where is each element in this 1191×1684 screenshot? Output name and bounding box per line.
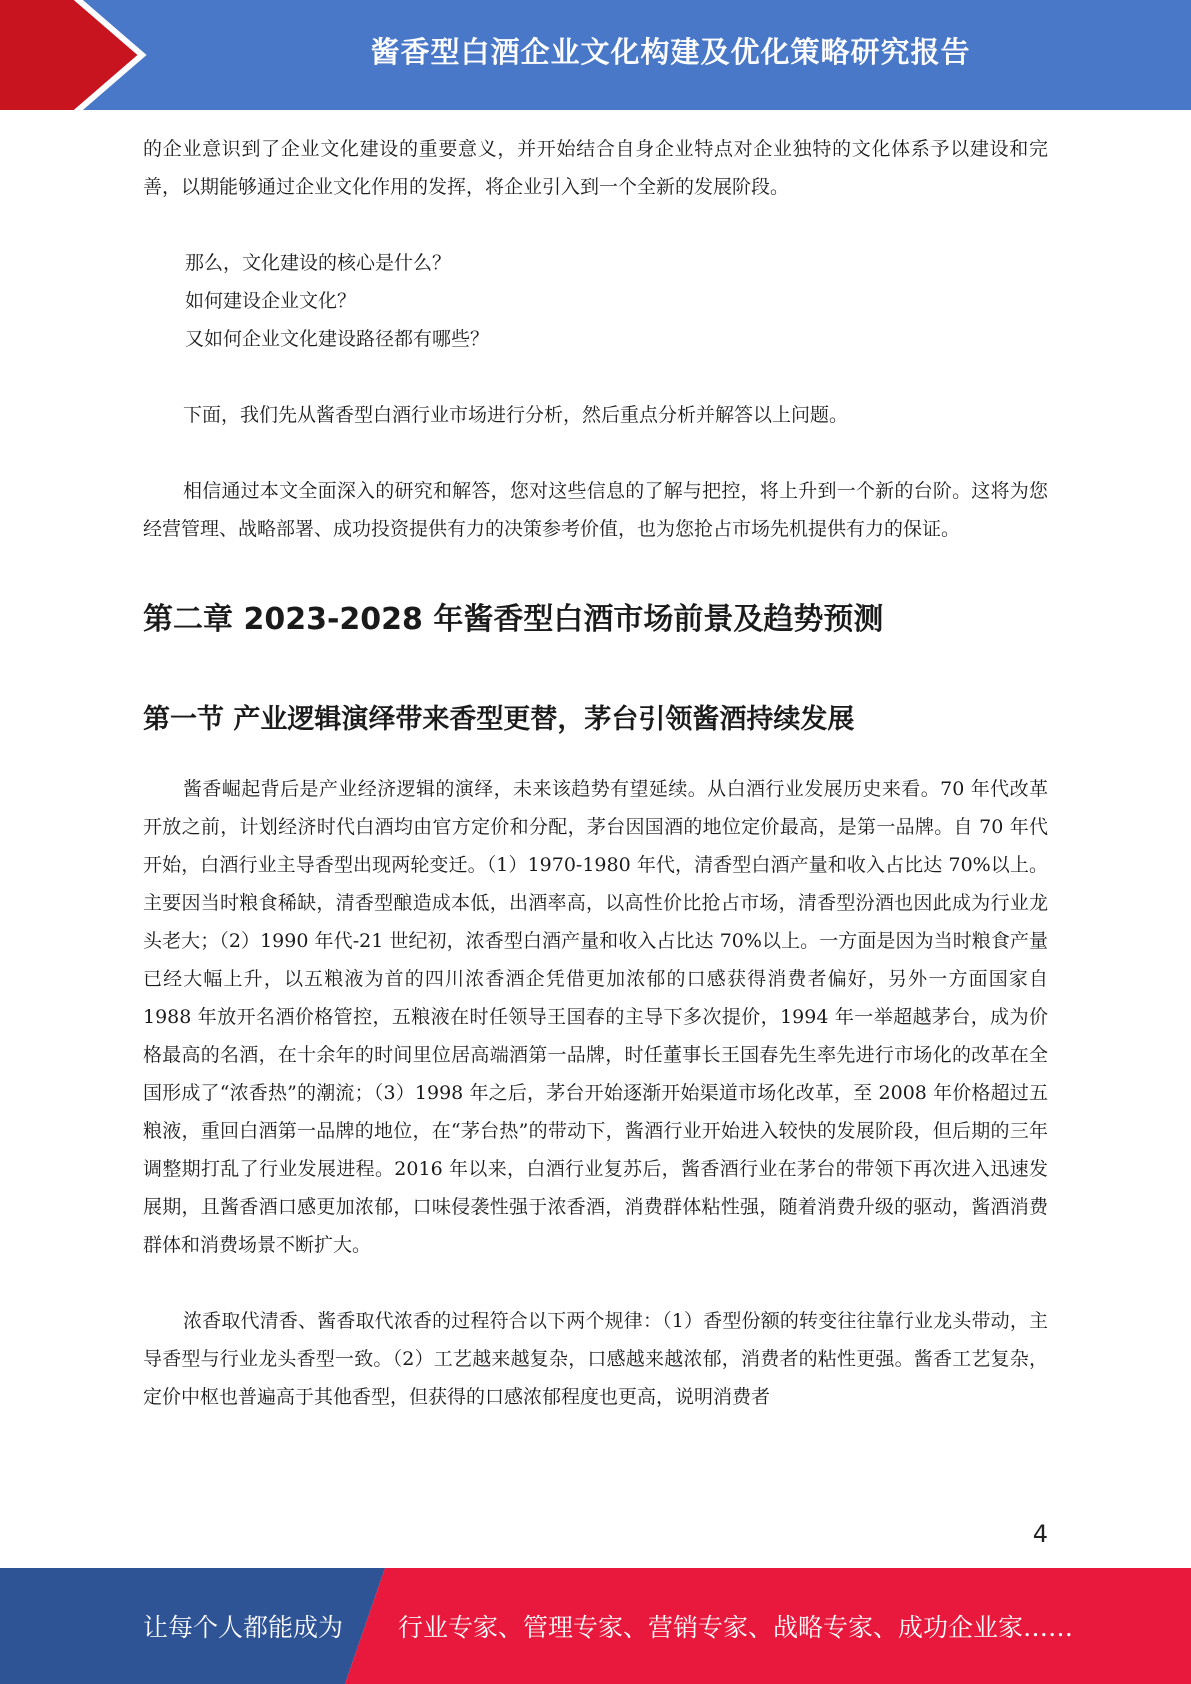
- section-title: 第一节 产业逻辑演绎带来香型更替，茅台引领酱酒持续发展: [143, 704, 855, 735]
- history-paragraph: 酱香崛起背后是产业经济逻辑的演绎，未来该趋势有望延续。从白酒行业发展历史来看。70 年代改革开放之前，计划经济时代白酒均由官方定价和分配，茅台因国酒的地位定价最高，是第一品牌。自 70 年代开始，白酒行业主导香型出现两轮变迁。（1）1970-1980 年代，清香型白酒产量和收入占比达 70%以上。主要因当时粮食稀缺，清香型酿造成本低，出酒率高，以高性价比抢占市场，清香型汾酒也因此成为行业龙头老大；（2）1990 年代-21 世纪初，浓香型白酒产量和收入占比达 70%以上。一方面是因为当时粮食产量已经大幅上升，以五粮液为首的四川浓香酒企凭借更加浓郁的口感获得消费者偏好，另外一方面国家自 1988 年放开名酒价格管控，五粮液在时任领导王国春的主导下多次提价，1994 年一举超越茅台，成为价格最高的名酒，在十余年的时间里位居高端酒第一品牌，时任董事长王国春先生率先进行市场化的改革在全国形成了“浓香热”的潮流；（3）1998 年之后，茅台开始逐渐开始渠道市场化改革，至 2008 年价格超过五粮液，重回白酒第一品牌的地位，在“茅台热”的带动下，酱酒行业开始进入较快的发展阶段，但后期的三年调整期打乱了行业发展进程。2016 年以来，白酒行业复苏后，酱香酒行业在茅台的带领下再次进入迅速发展期，且酱香酒口感更加浓郁，口味侵袭性强于浓香酒，消费群体粘性强，随着消费升级的驱动，酱酒消费群体和消费场景不断扩大。: [143, 778, 1048, 1256]
- question-2: 如何建设企业文化？: [185, 290, 357, 312]
- rules-paragraph: 浓香取代清香、酱香取代浓香的过程符合以下两个规律：（1）香型份额的转变往往靠行业龙头带动，主导香型与行业龙头香型一致。（2）工艺越来越复杂，口感越来越浓郁，消费者的粘性更强。酱香工艺复杂，定价中枢也普遍高于其他香型，但获得的口感浓郁程度也更高，说明消费者: [143, 1310, 1048, 1408]
- question-1: 那么，文化建设的核心是什么？: [185, 252, 452, 274]
- value-paragraph: 相信通过本文全面深入的研究和解答，您对这些信息的了解与把控，将上升到一个新的台阶。这将为您经营管理、战略部署、成功投资提供有力的决策参考价值，也为您抢占市场先机提供有力的保证。: [143, 480, 1048, 540]
- page-header: [0, 0, 1191, 110]
- report-title: 酱香型白酒企业文化构建及优化策略研究报告: [370, 34, 971, 69]
- chapter-title: 第二章 2023-2028 年酱香型白酒市场前景及趋势预测: [143, 602, 884, 637]
- document-body: [143, 130, 1048, 1416]
- footer-slogan-left: 让每个人都能成为: [143, 1613, 344, 1642]
- header-arrow-shape: [0, 0, 160, 110]
- page-number: 4: [1032, 1520, 1048, 1548]
- page-footer: [0, 1568, 1191, 1684]
- intro-paragraph: 的企业意识到了企业文化建设的重要意义，并开始结合自身企业特点对企业独特的文化体系予以建设和完善，以期能够通过企业文化作用的发挥，将企业引入到一个全新的发展阶段。: [143, 138, 1048, 198]
- analysis-paragraph: 下面，我们先从酱香型白酒行业市场进行分析，然后重点分析并解答以上问题。: [183, 404, 849, 426]
- footer-slogan-right: 行业专家、管理专家、营销专家、战略专家、成功企业家……: [398, 1613, 1074, 1642]
- question-3: 又如何企业文化建设路径都有哪些？: [185, 328, 490, 350]
